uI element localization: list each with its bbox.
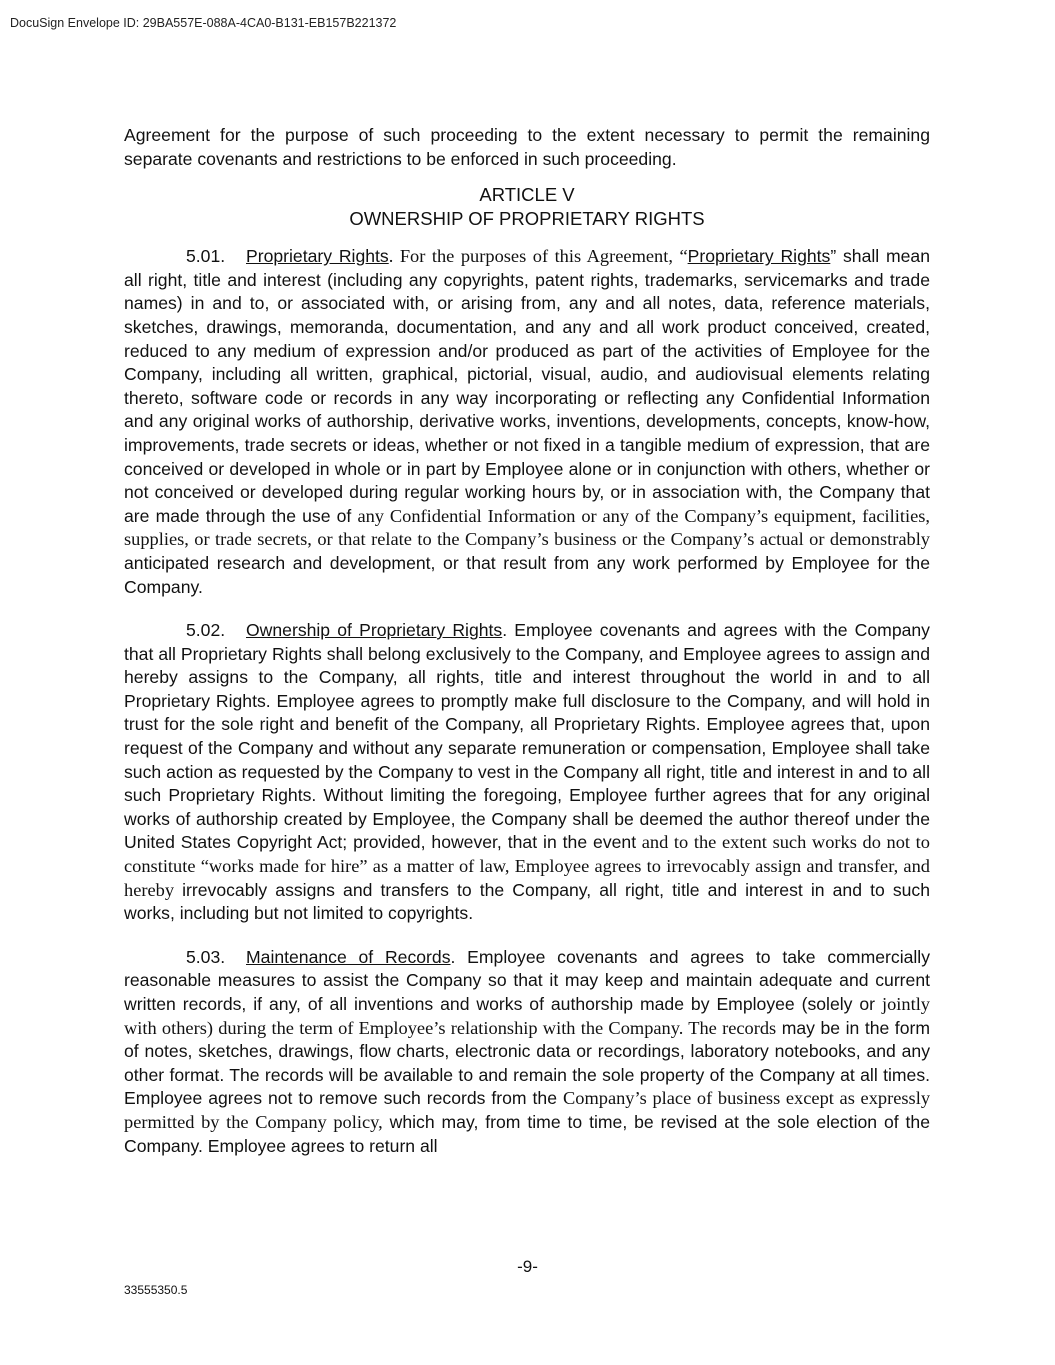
section-text: any Confidential Information or any of the Company’s equipment, facilities, supplies, or trade secrets, or that relate to the Company’s business or the Company’s actual or demonstrably — [124, 505, 931, 550]
document-body — [124, 124, 930, 1158]
intro-paragraph: Agreement for the purpose of such proceeding to the extent necessary to permit the remaining separate covenants and restrictions to be enforced in such proceeding. — [124, 125, 930, 169]
section-number: 5.03. — [186, 946, 226, 967]
section-number: 5.01. — [186, 246, 226, 267]
page-number: -9- — [517, 1257, 538, 1276]
defined-term: Proprietary Rights — [687, 246, 831, 267]
section-5-03 — [124, 946, 930, 1158]
section-text: and to the extent such works do not to constitute “works made for hire” as a matter of law, Employee agrees to irrevocably assign and transfer, and hereby — [124, 832, 930, 900]
section-5-02 — [124, 619, 930, 926]
article-heading — [124, 183, 930, 231]
section-text: jointly with others) during the term of Employee’s relationship with the Company. The records — [124, 994, 930, 1038]
document-id: 33555350.5 — [124, 1283, 188, 1297]
article-title: OWNERSHIP OF PROPRIETARY RIGHTS — [349, 208, 705, 230]
section-text: ” shall mean all right, title and interest (including any copyrights, patent rights, trademarks, servicemarks and trade names) in and to, or associated with, or arising from, any and all notes, data, reference materials, sketches, drawings, memoranda, documentation, and any and all work product conceived, created, reduced to any medium of expression and/or produced as part of the activities of Employee for the Company, including all written, graphical, pictorial, visual, audio, and audiovisual elements relating thereto, software code or records in any way incorporating or reflecting any Confidential Information and any original works of authorship, derivative works, inventions, developments, concepts, know-how, improvements, trade secrets or ideas, whether or not fixed in a tangible medium of expression, that are conceived or developed in whole or in part by Employee alone or in conjunction with others, whether or not conceived or developed during regular working hours by, or in association with, the Company that are made through the use of — [124, 246, 930, 526]
section-heading: Ownership of Proprietary Rights — [246, 620, 503, 641]
section-text: . Employee covenants and agrees to take commercially reasonable measures to assist the Company so that it may keep and maintain adequate and current written records, if any, of all inventions and works of authorship made by Employee (solely or — [124, 946, 930, 1014]
article-number: ARTICLE V — [479, 184, 575, 206]
section-text: may be in the form of notes, sketches, drawings, flow charts, electronic data or recordings, laboratory notebooks, and any other format. The records will be available to and remain the sole property of the Company at all times. Employee agrees not to remove such records from the — [124, 1017, 930, 1109]
section-heading: Maintenance of Records — [246, 946, 451, 967]
section-text: Company’s place of business except as expressly permitted by the Company policy, — [124, 1088, 931, 1132]
section-text: . For the purposes of this Agreement, “ — [388, 246, 688, 267]
section-text: irrevocably assigns and transfers to the Company, all right, title and interest in and to such works, including but not limited to copyrights. — [124, 879, 930, 924]
section-text: which may, from time to time, be revised at the sole election of the Company. Employee agrees to return all — [124, 1111, 931, 1156]
section-text: . Employee covenants and agrees with the Company that all Proprietary Rights shall belong exclusively to the Company, and Employee agrees to assign and hereby assigns to the Company, all rights, title and interest throughout the world in and to all Proprietary Rights. Employee agrees to promptly make full disclosure to the Company, and will hold in trust for the sole right and benefit of the Company, all Proprietary Rights. Employee agrees that, upon request of the Company and without any separate remuneration or compensation, Employee shall take such action as requested by the Company to vest in the Company all right, title and interest in and to all such Proprietary Rights. Without limiting the foregoing, Employee further agrees that for any original works of authorship created by Employee, the Company shall be deemed the author thereof under the United States Copyright Act; provided, however, that in the event — [124, 620, 930, 853]
section-5-01 — [124, 245, 930, 599]
section-text: anticipated research and development, or that result from any work performed by Employee for the Company. — [124, 552, 930, 597]
envelope-id: DocuSign Envelope ID: 29BA557E-088A-4CA0-B131-EB157B221372 — [10, 16, 397, 30]
section-number: 5.02. — [186, 620, 226, 641]
section-heading: Proprietary Rights — [246, 246, 389, 267]
